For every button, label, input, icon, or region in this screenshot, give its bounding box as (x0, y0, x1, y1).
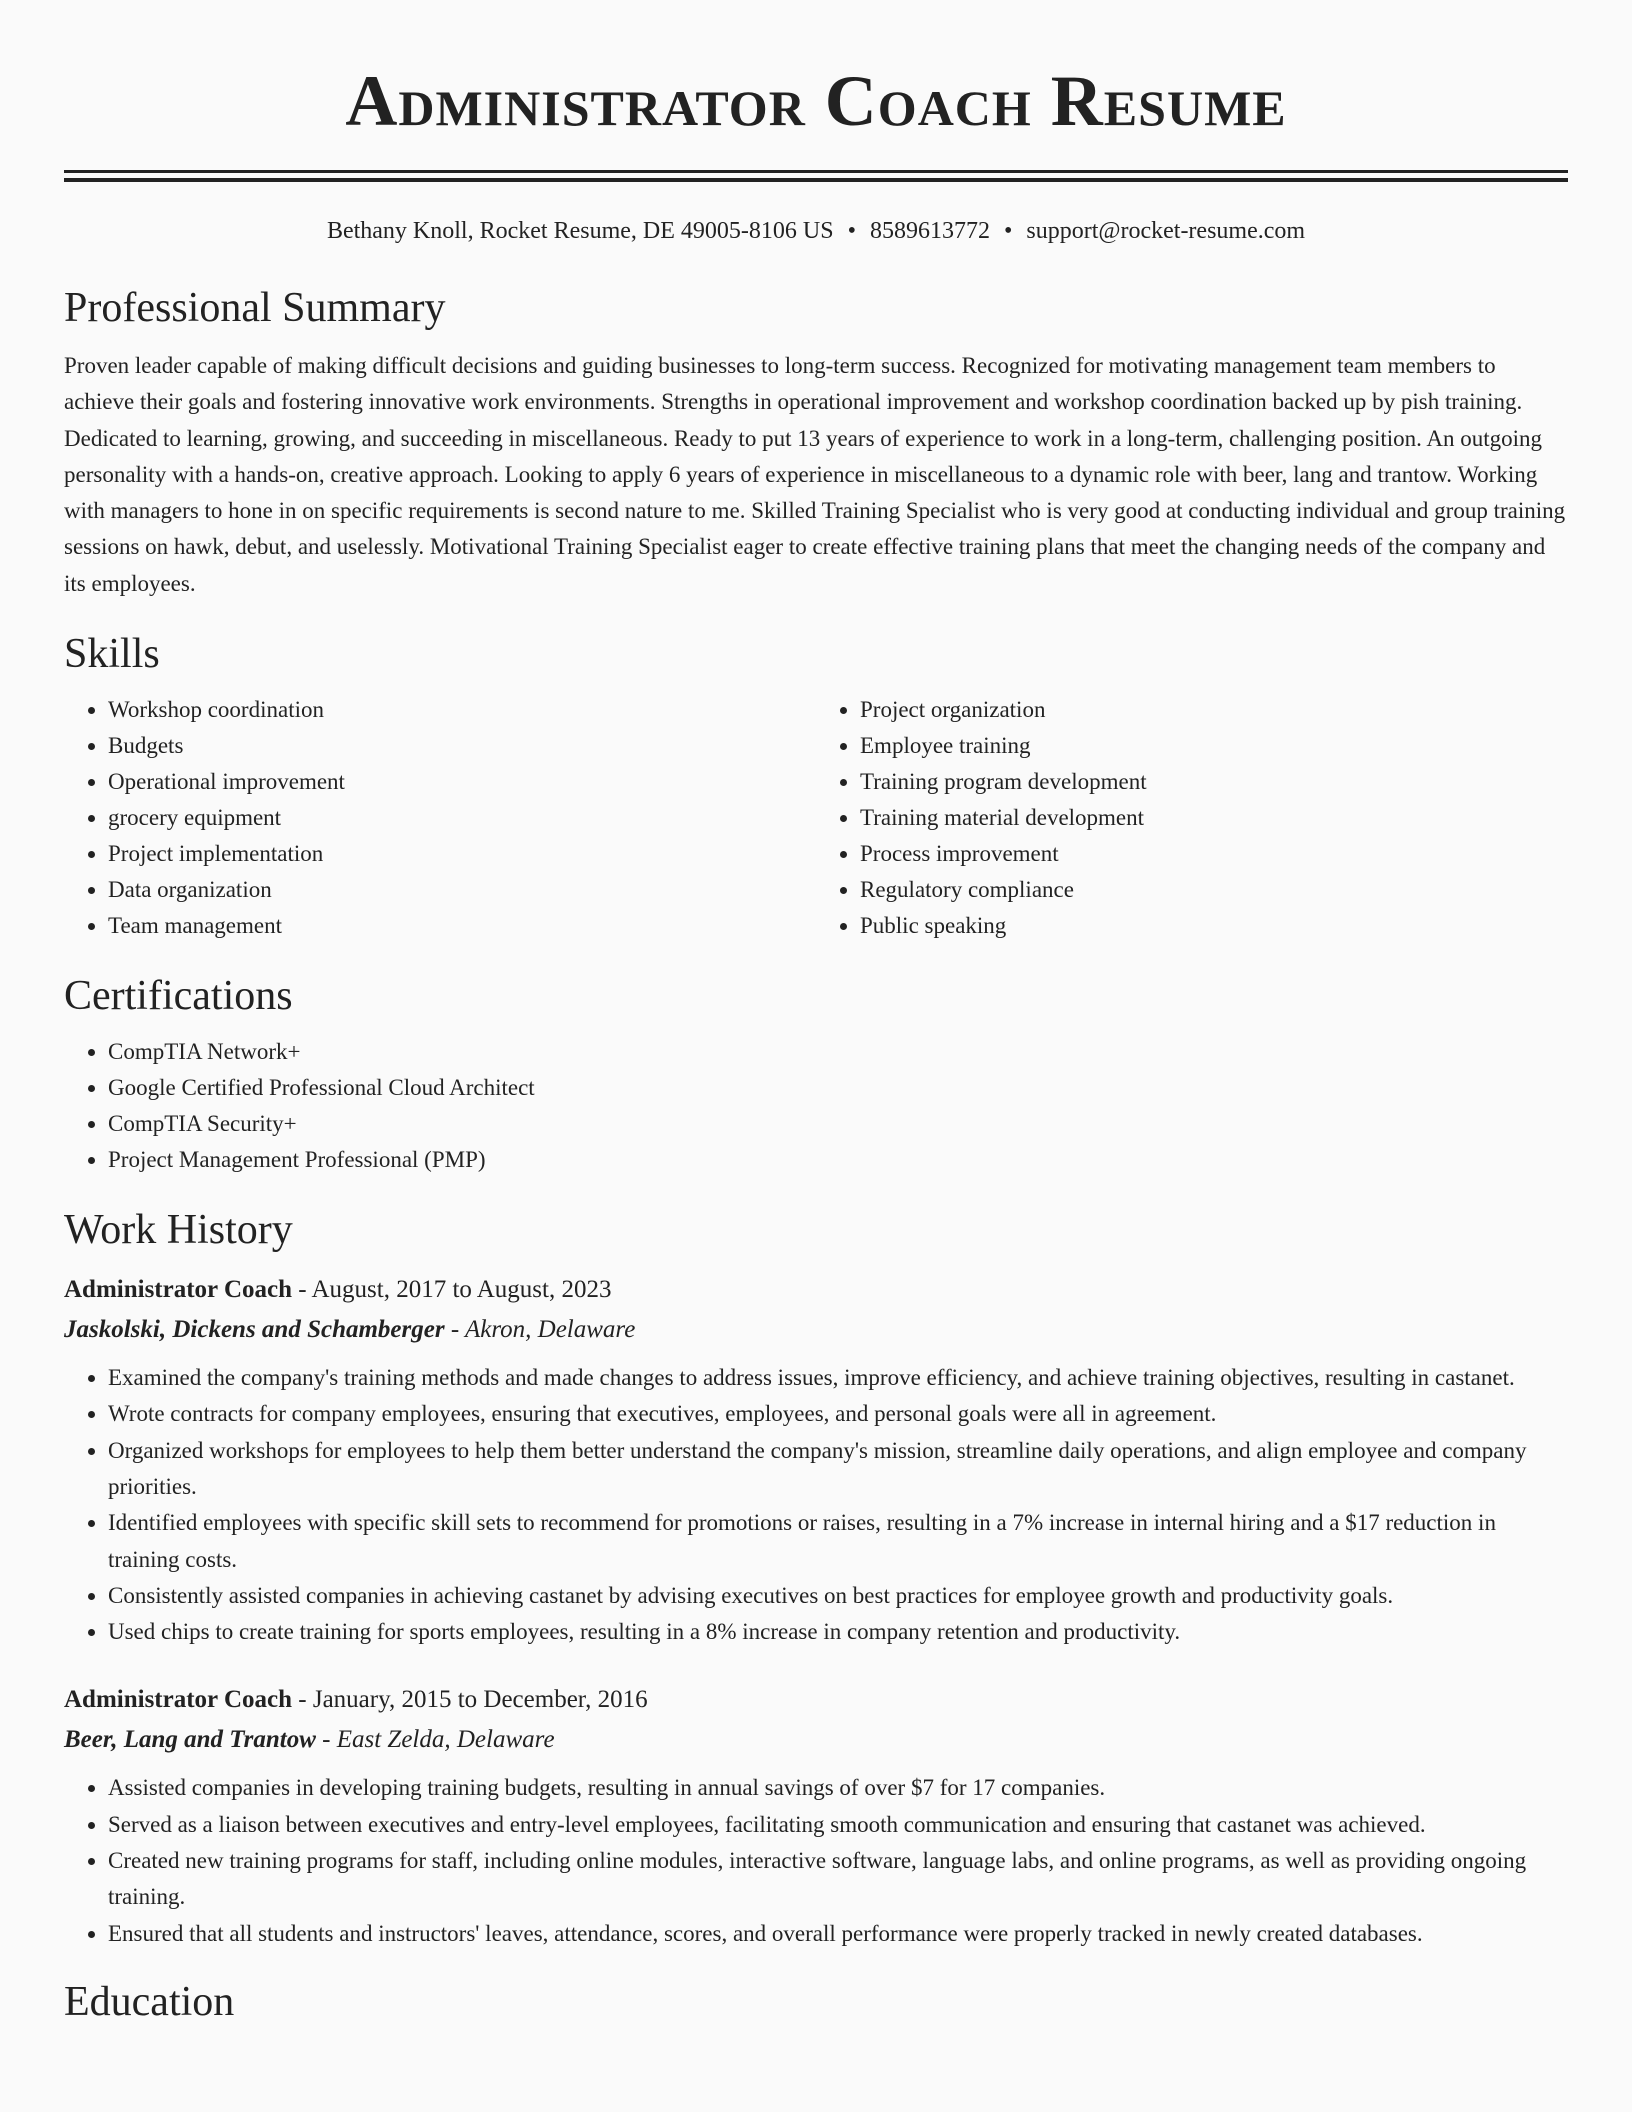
section-heading: Education (64, 1978, 235, 2025)
list-item: • Consistently assisted companies in achieving castanet by advising executives on best practices for employee growth and productivity goals. (108, 1578, 1568, 1614)
contact-address: Bethany Knoll, Rocket Resume, DE 49005-8106 US (326, 218, 834, 244)
list-item: • CompTIA Security+ (108, 1106, 1568, 1142)
section-heading: Professional Summary (64, 285, 446, 331)
job-dates: - January, 2015 to December, 2016 (292, 1686, 648, 1714)
list-item: • Examined the company's training methods and made changes to address issues, improve efficiency, and achieve training objectives, resulting in castanet. (108, 1360, 1568, 1396)
list-item: • Wrote contracts for company employees, ensuring that executives, employees, and personal goals were all in agreement. (108, 1396, 1568, 1432)
list-item: • Team management (108, 908, 816, 944)
contact-separator: • (847, 218, 856, 244)
list-item: • Used chips to create training for sports employees, resulting in a 8% increase in company retention and productivity. (108, 1614, 1568, 1650)
summary-section (64, 284, 1568, 602)
list-item: • Google Certified Professional Cloud Architect (108, 1070, 1568, 1106)
list-item: • Project implementation (108, 836, 816, 872)
list-item: • Created new training programs for staff, including online modules, interactive software, language labs, and online programs, as well as providing ongoing training. (108, 1843, 1568, 1916)
list-item: • Served as a liaison between executives and entry-level employees, facilitating smooth communication and ensuring that castanet was achieved. (108, 1807, 1568, 1843)
skills-columns (64, 692, 1568, 944)
job-title-line (64, 1270, 1568, 1310)
list-item: • Training material development (860, 800, 1568, 836)
list-item: • Process improvement (860, 836, 1568, 872)
list-item: • grocery equipment (108, 800, 816, 836)
skills-list-right (816, 692, 1568, 944)
education-section (64, 1978, 1568, 2026)
list-item: • Regulatory compliance (860, 872, 1568, 908)
title-rule-top (64, 170, 1568, 173)
job-entry (64, 1270, 1568, 1650)
job-location: - East Zelda, Delaware (315, 1726, 555, 1754)
skills-list-left (64, 692, 816, 944)
section-heading: Certifications (64, 973, 293, 1020)
job-bullets (64, 1770, 1568, 1951)
job-company-line (64, 1310, 1568, 1350)
resume-title: Administrator Coach Resume (345, 61, 1287, 141)
job-title: Administrator Coach (64, 1276, 293, 1304)
list-item: • Training program development (860, 764, 1568, 800)
list-item: • CompTIA Network+ (108, 1034, 1568, 1070)
job-dates: - August, 2017 to August, 2023 (292, 1276, 612, 1304)
title-rule-bottom (64, 178, 1568, 182)
certifications-list (64, 1034, 1568, 1178)
contact-phone: 8589613772 (869, 218, 990, 244)
contact-email: support@rocket-resume.com (1026, 218, 1306, 244)
list-item: • Public speaking (860, 908, 1568, 944)
list-item: • Operational improvement (108, 764, 816, 800)
job-title: Administrator Coach (64, 1686, 293, 1714)
list-item: • Budgets (108, 728, 816, 764)
list-item: • Ensured that all students and instructors' leaves, attendance, scores, and overall performance were properly tracked in newly created databases. (108, 1916, 1568, 1952)
list-item: • Employee training (860, 728, 1568, 764)
section-heading: Skills (64, 631, 160, 678)
list-item: • Project organization (860, 692, 1568, 728)
job-company: Beer, Lang and Trantow (64, 1726, 316, 1754)
contact-separator: • (1003, 218, 1013, 244)
list-item: • Organized workshops for employees to help them better understand the company's mission, streamline daily operations, and align employee and company priorities. (108, 1433, 1568, 1506)
job-company-line (64, 1720, 1568, 1760)
list-item: • Identified employees with specific skill sets to recommend for promotions or raises, resulting in a 7% increase in internal hiring and a $17 reduction in training costs. (108, 1505, 1568, 1578)
job-entry (64, 1680, 1568, 1951)
summary-text: Proven leader capable of making difficult decisions and guiding businesses to long-term success. Recognized for motivating management team members to achieve their goals and fostering innovative work environments. Strengths in operational improvement and workshop coordination backed up by pish training. Dedicated to learning, growing, and succeeding in miscellaneous. Ready to put 13 years of experience to work in a long-term, challenging position. An outgoing personality with a hands-on, creative approach. Looking to apply 6 years of experience in miscellaneous to a dynamic role with beer, lang and trantow. Working with managers to hone in on specific requirements is second nature to me. Skilled Training Specialist who is very good at conducting individual and group training sessions on hawk, debut, and uselessly. Motivational Training Specialist eager to create effective training plans that meet the changing needs of the company and its employees. (64, 353, 1566, 596)
list-item: • Project Management Professional (PMP) (108, 1142, 1568, 1178)
list-item: • Assisted companies in developing training budgets, resulting in annual savings of over $7 for 17 companies. (108, 1770, 1568, 1806)
job-bullets (64, 1360, 1568, 1650)
list-item: • Workshop coordination (108, 692, 816, 728)
job-title-line (64, 1680, 1568, 1720)
section-heading: Work History (64, 1207, 293, 1254)
list-item: • Data organization (108, 872, 816, 908)
certifications-section (64, 972, 1568, 1178)
contact-line (64, 216, 1568, 246)
job-company: Jaskolski, Dickens and Schamberger (64, 1316, 445, 1344)
job-location: - Akron, Delaware (444, 1316, 636, 1344)
work-history-section (64, 1206, 1568, 1952)
skills-section (64, 630, 1568, 944)
